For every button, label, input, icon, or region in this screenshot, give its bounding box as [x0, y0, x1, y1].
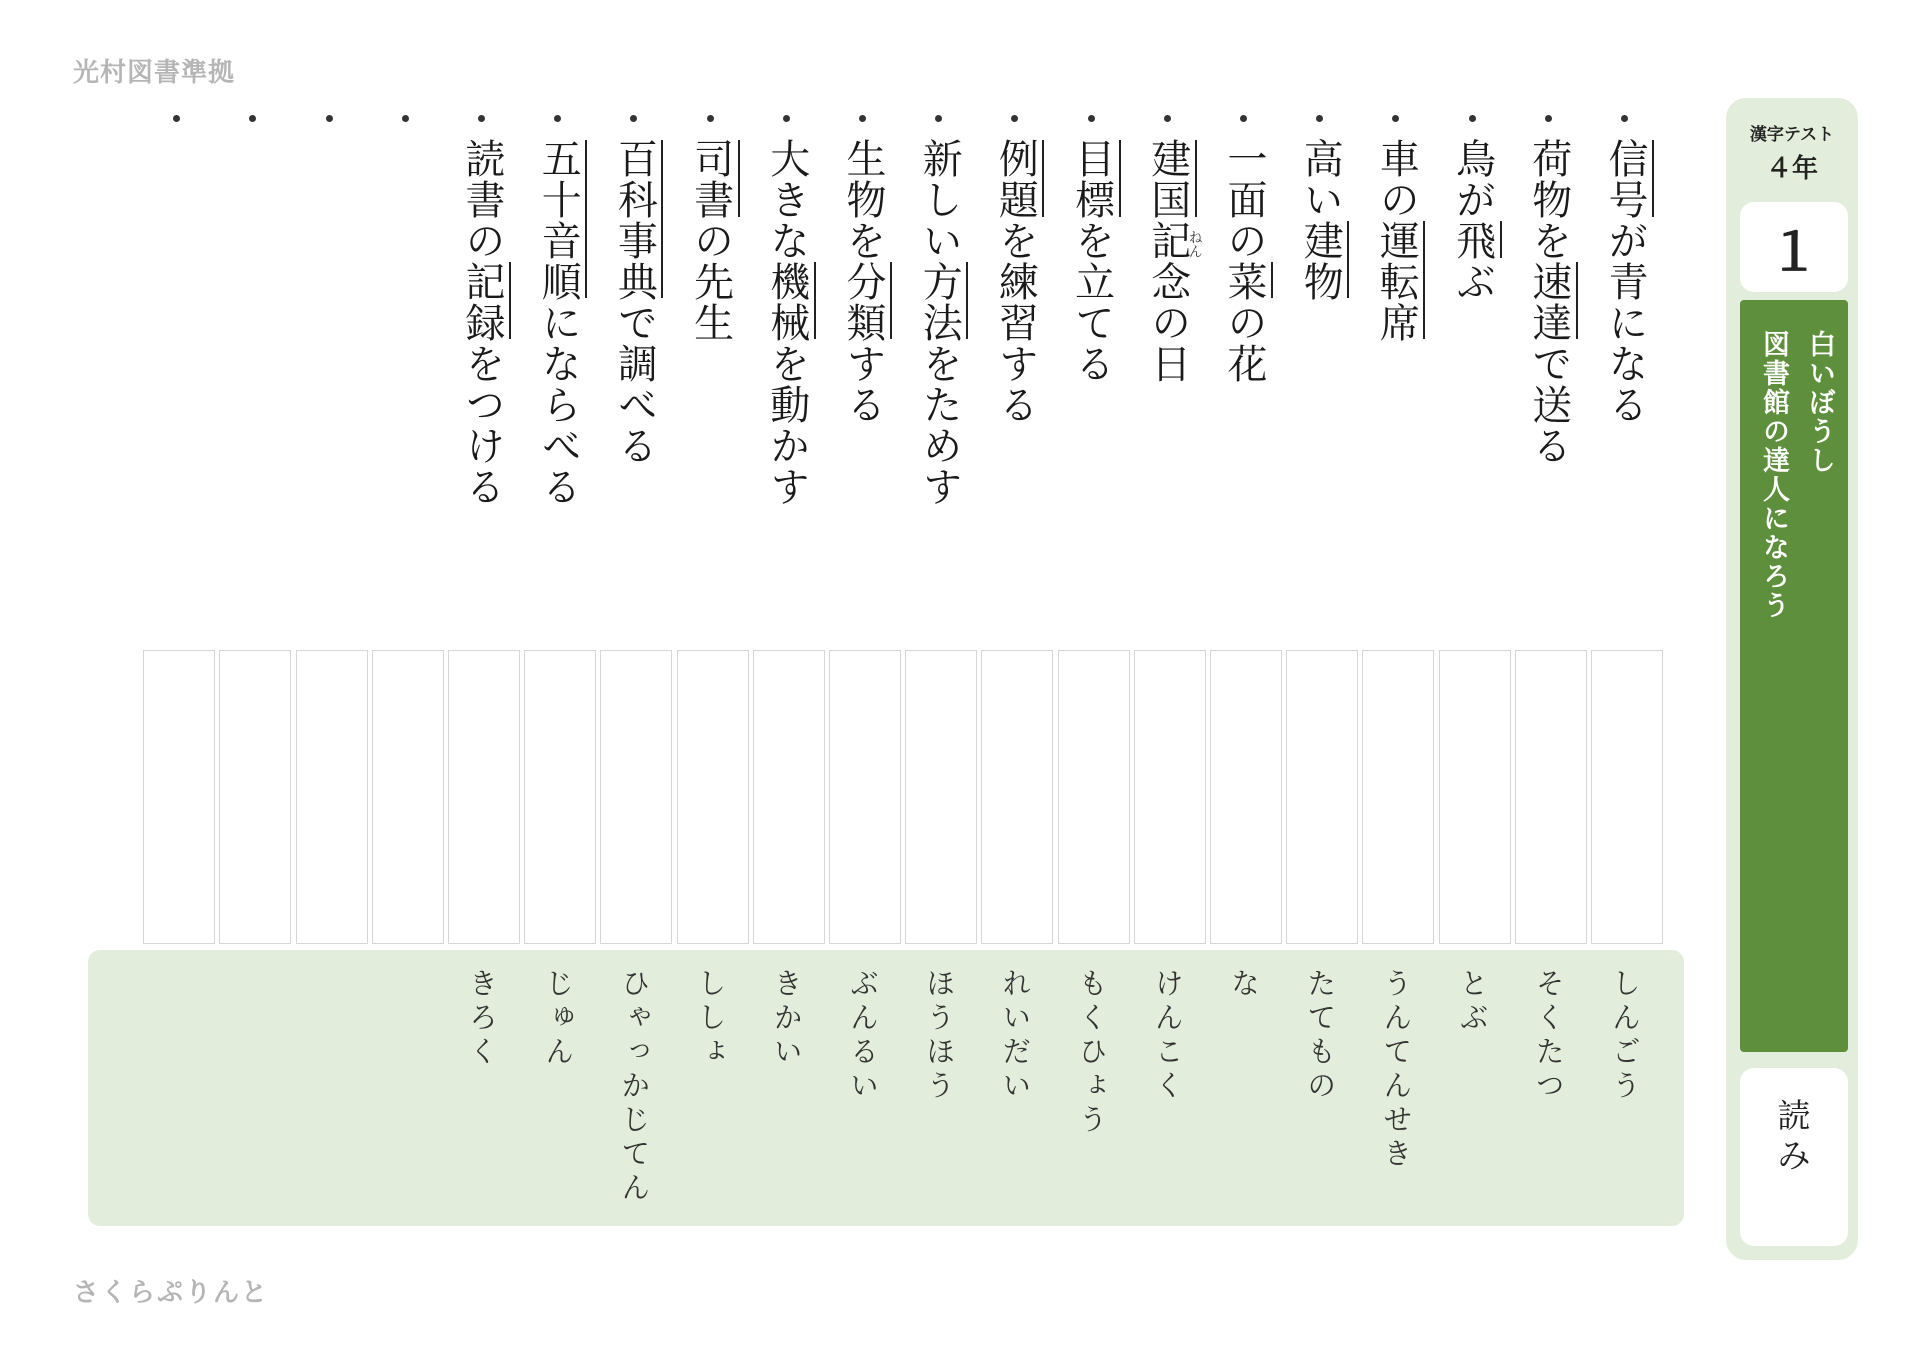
bullet-dot [1469, 115, 1476, 122]
bullet-dot [1088, 115, 1095, 122]
mode-label [1740, 1096, 1848, 1176]
target-underline [966, 262, 968, 339]
ruby-note: ねん [1186, 229, 1203, 258]
hint-4: うんてんせき [1379, 968, 1414, 1172]
target-underline [890, 262, 892, 339]
answer-box-5[interactable] [1286, 650, 1358, 944]
answer-box-18[interactable] [296, 650, 368, 944]
question-1 [1590, 108, 1660, 628]
mode-char-1: 読 [1777, 1096, 1811, 1135]
bullet-dot [402, 115, 409, 122]
unit-subtitle: 図書館の達人になろう [1758, 330, 1789, 620]
question-text: 例題を練習する [992, 138, 1039, 425]
bullet-dot [173, 115, 180, 122]
hint-5: たてもの [1303, 968, 1338, 1104]
answer-box-20[interactable] [143, 650, 215, 944]
question-text: 車の運転席 [1373, 138, 1420, 343]
question-5 [1285, 108, 1355, 628]
hint-9: れいだい [998, 968, 1033, 1104]
answer-box-7[interactable] [1134, 650, 1206, 944]
question-text: 鳥が飛ぶ [1449, 138, 1496, 302]
question-6 [1209, 108, 1279, 628]
question-8 [1057, 108, 1127, 628]
bullet-dot [1545, 115, 1552, 122]
target-underline [1652, 140, 1654, 217]
grade-label: ４年 [1765, 154, 1818, 184]
question-16 [447, 108, 517, 628]
target-underline [1500, 221, 1502, 258]
question-18 [295, 108, 365, 628]
target-underline [661, 140, 663, 298]
unit-title: 白いぼうし [1804, 330, 1835, 475]
footer-label: さくらぷりんと [73, 1278, 270, 1308]
bullet-dot [859, 115, 866, 122]
question-text: 新しい方法をためす [916, 138, 963, 507]
hint-16: きろく [465, 968, 499, 1070]
bullet-dot [1164, 115, 1171, 122]
question-text: 高い建物 [1297, 138, 1344, 302]
question-9 [980, 108, 1050, 628]
mode-char-2: み [1777, 1136, 1811, 1175]
answer-box-2[interactable] [1515, 650, 1587, 944]
question-19 [218, 108, 288, 628]
answer-box-11[interactable] [829, 650, 901, 944]
bullet-dot [1011, 115, 1018, 122]
target-underline [509, 262, 511, 339]
hint-10: ほうほう [922, 968, 957, 1104]
question-area [0, 0, 1700, 640]
question-7 [1133, 108, 1203, 628]
question-12 [752, 108, 822, 628]
question-text: 建国記念の日 [1144, 138, 1191, 384]
question-text: 荷物を速達で送る [1525, 138, 1572, 466]
bullet-dot [630, 115, 637, 122]
hint-13: ししょ [693, 968, 728, 1070]
bullet-dot [935, 115, 942, 122]
question-3 [1438, 108, 1508, 628]
bullet-dot [326, 115, 333, 122]
answer-box-3[interactable] [1439, 650, 1511, 944]
hint-11: ぶんるい [846, 968, 880, 1104]
hint-2: そくたつ [1531, 968, 1566, 1104]
answer-box-15[interactable] [524, 650, 596, 944]
question-20 [142, 108, 212, 628]
question-10 [904, 108, 974, 628]
answer-box-14[interactable] [600, 650, 672, 944]
target-underline [1195, 140, 1197, 217]
question-text: 大きな機械を動かす [763, 138, 810, 507]
target-underline [1576, 262, 1578, 339]
question-11 [828, 108, 898, 628]
question-text: 信号が青になる [1602, 138, 1648, 425]
answer-box-10[interactable] [905, 650, 977, 944]
question-text: 司書の先生 [687, 138, 734, 343]
question-text: 五十音順にならべる [535, 138, 582, 507]
question-14 [599, 108, 669, 628]
answer-box-19[interactable] [219, 650, 291, 944]
publisher-label: 光村図書準拠 [73, 58, 236, 88]
answer-box-16[interactable] [448, 650, 520, 944]
target-underline [814, 262, 816, 339]
bullet-dot [554, 115, 561, 122]
answer-box-17[interactable] [372, 650, 444, 944]
hint-6: な [1227, 968, 1261, 1002]
question-15 [523, 108, 593, 628]
target-underline [1042, 140, 1044, 217]
hint-7: けんこく [1150, 968, 1185, 1104]
bullet-dot [1621, 115, 1628, 122]
target-underline [1119, 140, 1121, 217]
bullet-dot [249, 115, 256, 122]
answer-box-4[interactable] [1362, 650, 1434, 944]
question-4 [1361, 108, 1431, 628]
test-label: 漢字テスト [1749, 125, 1835, 145]
hint-14: ひゃっかじてん [617, 968, 652, 1206]
question-2 [1514, 108, 1584, 628]
hint-1: しんごう [1608, 968, 1642, 1104]
answer-box-8[interactable] [1058, 650, 1130, 944]
target-underline [1271, 262, 1273, 299]
answer-box-13[interactable] [677, 650, 749, 944]
answer-box-12[interactable] [753, 650, 825, 944]
target-underline [738, 140, 740, 217]
answer-box-6[interactable] [1210, 650, 1282, 944]
target-underline [585, 140, 587, 298]
question-text: 生物を分類する [840, 138, 886, 425]
question-17 [371, 108, 441, 628]
target-underline [1347, 221, 1349, 298]
bullet-dot [1392, 115, 1399, 122]
hint-15: じゅん [541, 968, 576, 1070]
bullet-dot [783, 115, 790, 122]
question-13 [676, 108, 746, 628]
test-number: １ [1767, 224, 1820, 282]
question-text: 一面の菜の花 [1221, 138, 1267, 384]
answer-box-9[interactable] [981, 650, 1053, 944]
question-text: 百科事典で調べる [611, 138, 658, 466]
question-text: 読書の記録をつける [459, 138, 505, 507]
bullet-dot [478, 115, 485, 122]
hint-8: もくひょう [1074, 968, 1109, 1138]
bullet-dot [1316, 115, 1323, 122]
hint-3: とぶ [1455, 968, 1490, 1036]
answer-box-1[interactable] [1591, 650, 1663, 944]
bullet-dot [1240, 115, 1247, 122]
hint-12: きかい [769, 968, 804, 1070]
target-underline [1423, 221, 1425, 339]
bullet-dot [707, 115, 714, 122]
question-text: 目標を立てる [1068, 138, 1115, 384]
